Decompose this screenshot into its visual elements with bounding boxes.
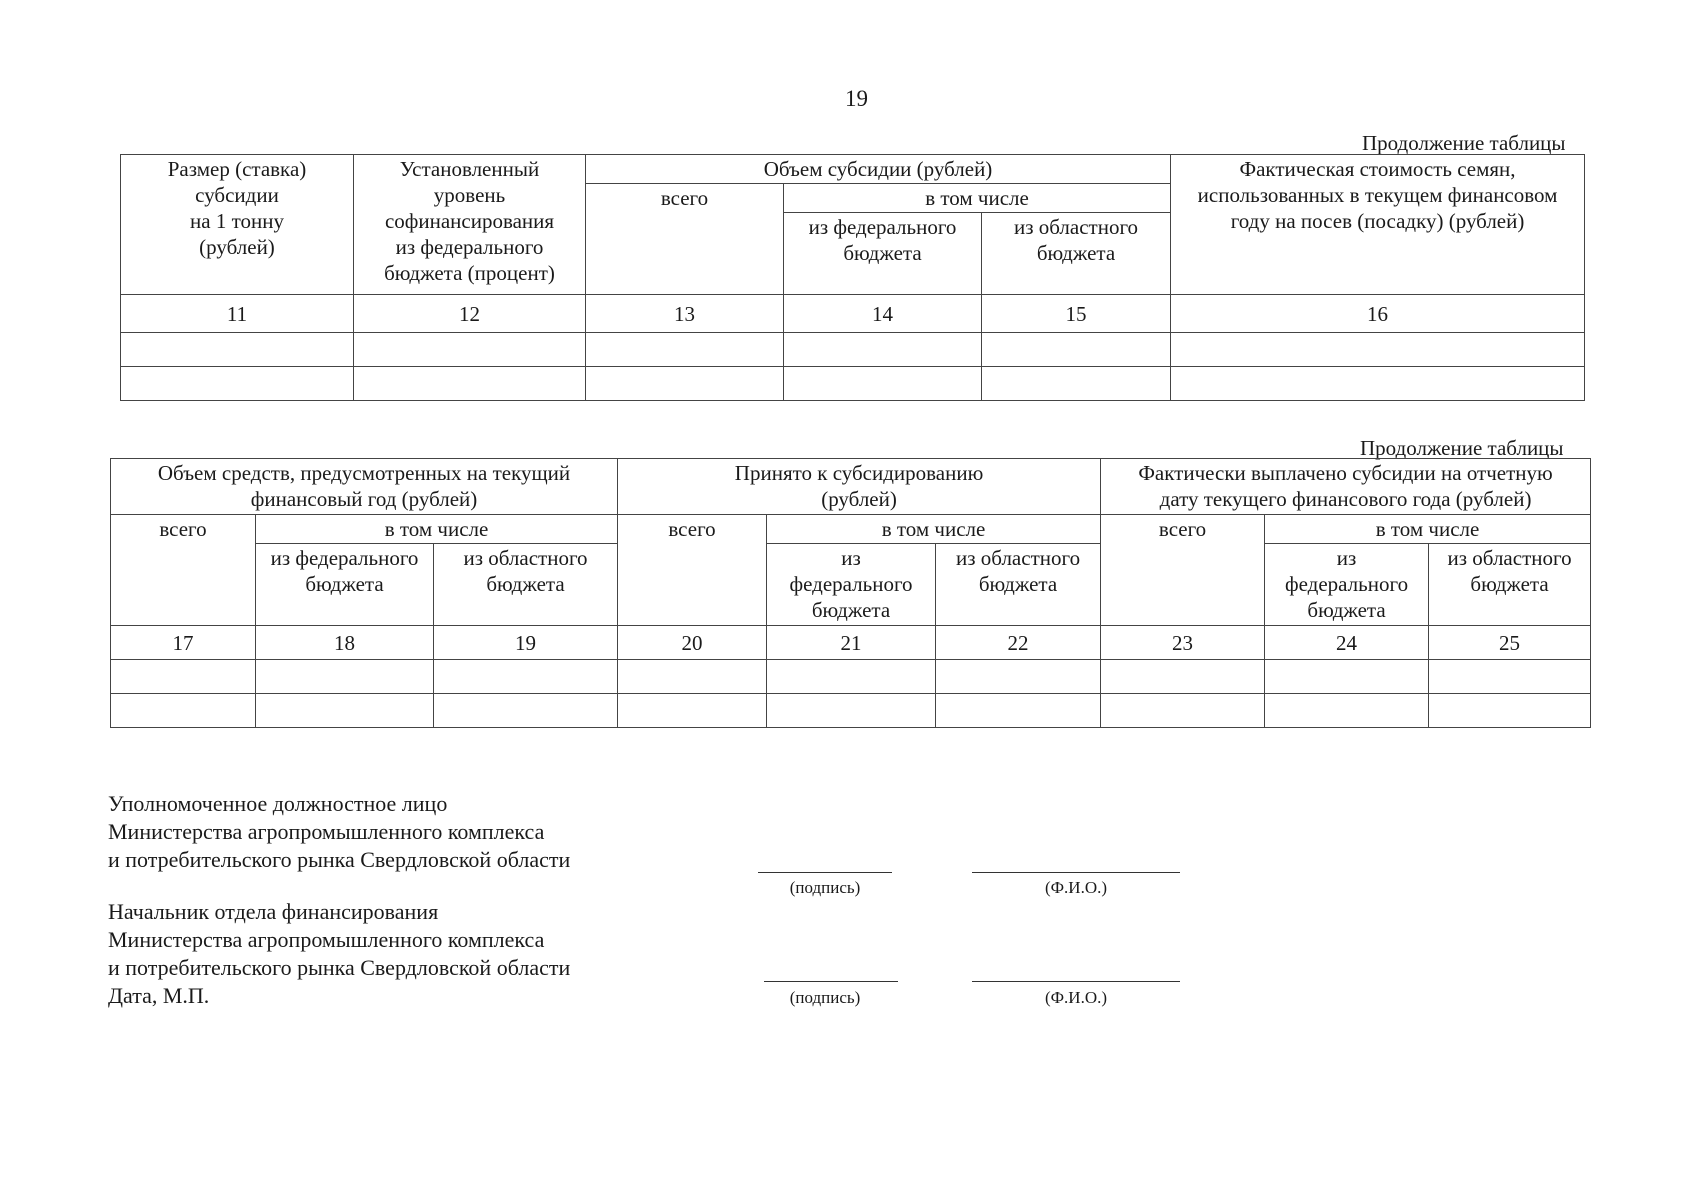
header-accepted-federal: из федерального бюджета <box>767 544 936 626</box>
signature-line[interactable] <box>764 981 898 982</box>
empty-cell[interactable] <box>767 694 936 728</box>
name-line[interactable] <box>972 981 1180 982</box>
empty-cell[interactable] <box>767 660 936 694</box>
column-number: 12 <box>354 295 586 333</box>
header-paid-regional: из областного бюджета <box>1429 544 1591 626</box>
empty-cell[interactable] <box>618 694 767 728</box>
header-paid-total: всего <box>1101 515 1265 626</box>
table-row <box>121 333 1585 367</box>
signature-line[interactable] <box>758 872 892 873</box>
name-caption: (Ф.И.О.) <box>1044 988 1108 1007</box>
empty-cell[interactable] <box>256 694 434 728</box>
column-number: 23 <box>1101 626 1265 660</box>
column-number: 15 <box>982 295 1171 333</box>
table-row <box>111 694 1591 728</box>
subsidy-table-part2 <box>110 458 1591 728</box>
header-accepted-including: в том числе <box>767 515 1101 544</box>
column-number: 21 <box>767 626 936 660</box>
empty-cell[interactable] <box>1171 367 1585 401</box>
header-regional: из областного бюджета <box>982 213 1171 295</box>
header-accepted: Принято к субсидированию (рублей) <box>618 459 1101 515</box>
column-number: 24 <box>1265 626 1429 660</box>
header-paid: Фактически выплачено субсидии на отчетную дату текущего финансового года (рублей) <box>1101 459 1591 515</box>
empty-cell[interactable] <box>1265 660 1429 694</box>
header-funds-including: в том числе <box>256 515 618 544</box>
empty-cell[interactable] <box>121 333 354 367</box>
empty-cell[interactable] <box>111 694 256 728</box>
empty-cell[interactable] <box>784 367 982 401</box>
empty-cell[interactable] <box>1101 660 1265 694</box>
page-number: 19 <box>845 86 868 111</box>
table-row <box>121 367 1585 401</box>
signature-caption: (подпись) <box>789 878 861 897</box>
empty-cell[interactable] <box>784 333 982 367</box>
header-accepted-total: всего <box>618 515 767 626</box>
subsidy-table-part1 <box>120 154 1585 401</box>
column-number: 14 <box>784 295 982 333</box>
empty-cell[interactable] <box>1171 333 1585 367</box>
column-number: 25 <box>1429 626 1591 660</box>
column-number: 19 <box>434 626 618 660</box>
table-row <box>111 660 1591 694</box>
empty-cell[interactable] <box>1265 694 1429 728</box>
table1-continuation-label: Продолжение таблицы <box>1362 131 1566 155</box>
header-total: всего <box>586 184 784 295</box>
header-funds: Объем средств, предусмотренных на текущий финансовый год (рублей) <box>111 459 618 515</box>
official-title: Уполномоченное должностное лицо Министерства агропромышленного комплекса и потребительского рынка Свердловской области <box>108 791 571 872</box>
header-cofinancing: Установленный уровень софинансирования из федерального бюджета (процент) <box>354 155 586 295</box>
header-funds-total: всего <box>111 515 256 626</box>
column-number: 17 <box>111 626 256 660</box>
column-number: 18 <box>256 626 434 660</box>
empty-cell[interactable] <box>586 333 784 367</box>
empty-cell[interactable] <box>936 660 1101 694</box>
header-accepted-regional: из областного бюджета <box>936 544 1101 626</box>
empty-cell[interactable] <box>936 694 1101 728</box>
empty-cell[interactable] <box>354 367 586 401</box>
empty-cell[interactable] <box>1429 660 1591 694</box>
empty-cell[interactable] <box>1101 694 1265 728</box>
header-actual-cost: Фактическая стоимость семян, использованных в текущем финансовом году на посев (посадку) (рублей) <box>1171 155 1585 295</box>
empty-cell[interactable] <box>354 333 586 367</box>
header-including: в том числе <box>784 184 1171 213</box>
header-rate: Размер (ставка) субсидии на 1 тонну (рублей) <box>121 155 354 295</box>
column-number: 11 <box>121 295 354 333</box>
column-number: 20 <box>618 626 767 660</box>
empty-cell[interactable] <box>121 367 354 401</box>
empty-cell[interactable] <box>1429 694 1591 728</box>
column-number: 22 <box>936 626 1101 660</box>
signature-caption: (подпись) <box>789 988 861 1007</box>
name-caption: (Ф.И.О.) <box>1044 878 1108 897</box>
empty-cell[interactable] <box>434 660 618 694</box>
name-line[interactable] <box>972 872 1180 873</box>
column-number: 13 <box>586 295 784 333</box>
header-funds-federal: из федерального бюджета <box>256 544 434 626</box>
header-paid-including: в том числе <box>1265 515 1591 544</box>
header-paid-federal: из федерального бюджета <box>1265 544 1429 626</box>
empty-cell[interactable] <box>111 660 256 694</box>
empty-cell[interactable] <box>618 660 767 694</box>
header-subsidy-volume: Объем субсидии (рублей) <box>586 155 1171 184</box>
table2-continuation-label: Продолжение таблицы <box>1360 436 1564 460</box>
empty-cell[interactable] <box>982 333 1171 367</box>
empty-cell[interactable] <box>586 367 784 401</box>
column-number: 16 <box>1171 295 1585 333</box>
empty-cell[interactable] <box>434 694 618 728</box>
empty-cell[interactable] <box>982 367 1171 401</box>
head-title: Начальник отдела финансирования Министерства агропромышленного комплекса и потребительского рынка Свердловской области Дата, М.П. <box>108 899 571 1008</box>
header-federal: из федерального бюджета <box>784 213 982 295</box>
header-funds-regional: из областного бюджета <box>434 544 618 626</box>
empty-cell[interactable] <box>256 660 434 694</box>
